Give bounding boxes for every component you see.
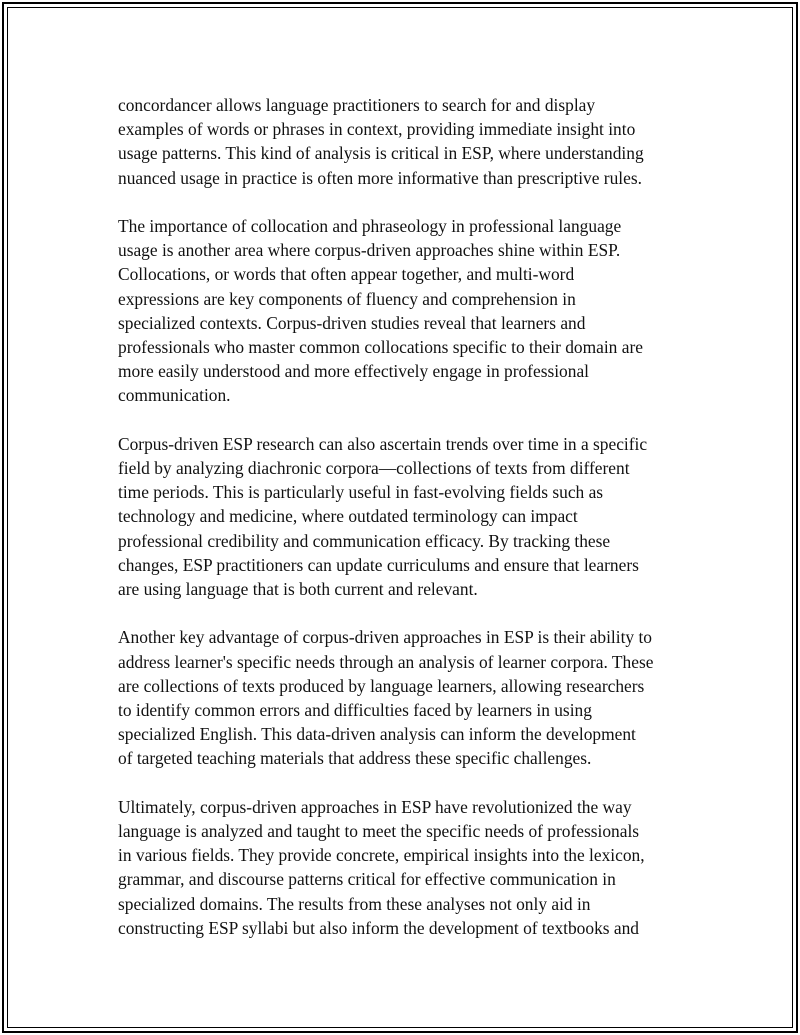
text-line: to identify common errors and difficulties faced by learners in using <box>118 700 592 721</box>
text-line: usage patterns. This kind of analysis is critical in ESP, where understanding <box>118 143 644 164</box>
paragraph-4 <box>118 625 688 770</box>
paragraph-2 <box>118 214 688 408</box>
text-line: professionals who master common collocations specific to their domain are <box>118 337 643 358</box>
text-line: technology and medicine, where outdated terminology can impact <box>118 506 578 527</box>
text-line: constructing ESP syllabi but also inform the development of textbooks and <box>118 917 639 938</box>
text-line: are using language that is both current and relevant. <box>118 579 478 600</box>
text-line: concordancer allows language practitioners to search for and display <box>118 95 596 115</box>
paragraph-3 <box>118 432 688 601</box>
text-line: nuanced usage in practice is often more informative than prescriptive rules. <box>118 167 642 188</box>
paragraph-1 <box>118 93 688 190</box>
text-line: The importance of collocation and phraseology in professional language <box>118 216 622 236</box>
text-line: Corpus-driven ESP research can also ascertain trends over time in a specific <box>118 433 648 454</box>
text-line: communication. <box>118 385 231 406</box>
text-line: field by analyzing diachronic corpora—collections of texts from different <box>118 458 630 479</box>
text-line: expressions are key components of fluency and comprehension in <box>118 288 576 309</box>
text-line: time periods. This is particularly useful in fast-evolving fields such as <box>118 482 604 503</box>
text-line: Another key advantage of corpus-driven approaches in ESP is their ability to <box>118 627 652 648</box>
text-line: more easily understood and more effectively engage in professional <box>118 361 589 382</box>
paragraph-5 <box>118 795 688 940</box>
text-line: of targeted teaching materials that address these specific challenges. <box>118 748 592 769</box>
document-body <box>118 93 688 964</box>
text-line: Collocations, or words that often appear together, and multi-word <box>118 264 575 285</box>
text-line: professional credibility and communication efficacy. By tracking these <box>118 530 611 551</box>
text-line: language is analyzed and taught to meet the specific needs of professionals <box>118 821 640 842</box>
text-line: address learner's specific needs through an analysis of learner corpora. These <box>118 651 654 672</box>
text-line: Ultimately, corpus-driven approaches in ESP have revolutionized the way <box>118 796 632 817</box>
text-line: grammar, and discourse patterns critical for effective communication in <box>118 869 616 890</box>
text-line: changes, ESP practitioners can update curriculums and ensure that learners <box>118 554 639 575</box>
text-line: examples of words or phrases in context, providing immediate insight into <box>118 119 636 140</box>
text-line: usage is another area where corpus-driven approaches shine within ESP. <box>118 240 621 261</box>
text-line: in various fields. They provide concrete, empirical insights into the lexicon, <box>118 845 645 866</box>
text-line: specialized contexts. Corpus-driven studies reveal that learners and <box>118 312 586 333</box>
text-line: specialized domains. The results from these analyses not only aid in <box>118 893 591 914</box>
text-line: are collections of texts produced by language learners, allowing researchers <box>118 675 645 696</box>
text-line: specialized English. This data-driven analysis can inform the development <box>118 724 636 745</box>
